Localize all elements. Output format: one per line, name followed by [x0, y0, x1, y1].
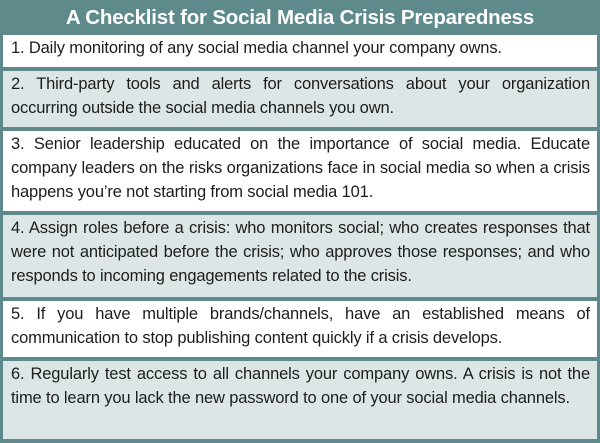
checklist-item-5: 5. If you have multiple brands/channels, have an established means of communication to stop publishing content quickly if a crisis develops.: [3, 301, 597, 357]
checklist-item-6: 6. Regularly test access to all channels your company owns. A crisis is not the time to learn you lack the new password to one of your social media channels.: [3, 361, 597, 439]
checklist-item-3: 3. Senior leadership educated on the importance of social media. Educate company leaders on the risks organizations face in social media so when a crisis happens you’re not starting from social media 101.: [3, 131, 597, 211]
checklist-item-2: 2. Third-party tools and alerts for conversations about your organization occurring outside the social media channels you own.: [3, 71, 597, 127]
checklist-items: [3, 35, 597, 440]
checklist-item-4: 4. Assign roles before a crisis: who monitors social; who creates responses that were not anticipated before the crisis; who approves those responses; and who responds to incoming engagements related to the crisis.: [3, 215, 597, 297]
checklist-item-1: 1. Daily monitoring of any social media channel your company owns.: [3, 35, 597, 67]
checklist-title: A Checklist for Social Media Crisis Preparedness: [65, 5, 535, 29]
